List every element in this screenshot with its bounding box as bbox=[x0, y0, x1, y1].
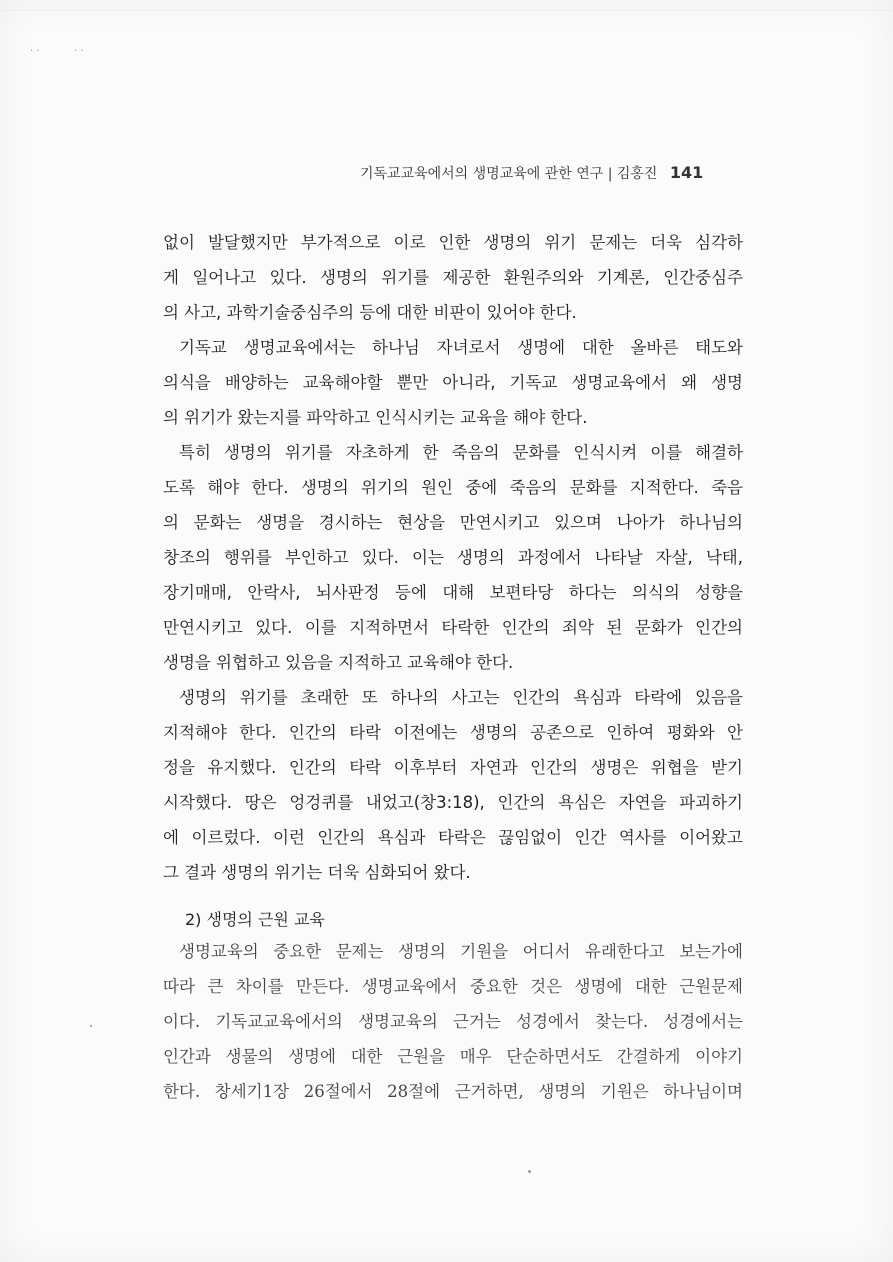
text-line: 시작했다. 땅은 엉겅퀴를 내었고(창3:18), 인간의 욕심은 자연을 파괴하기 bbox=[163, 793, 743, 812]
text-line: 그 결과 생명의 위기는 더욱 심화되어 왔다. bbox=[163, 863, 471, 882]
text-line: 정을 유지했다. 인간의 타락 이후부터 자연과 인간의 생명은 위협을 받기 bbox=[163, 758, 743, 777]
paragraph bbox=[163, 939, 743, 1114]
scan-top-line bbox=[0, 10, 893, 11]
text-line: 게 일어나고 있다. 생명의 위기를 제공한 환원주의와 기계론, 인간중심주 bbox=[163, 268, 743, 287]
scan-speck: · · bbox=[74, 46, 84, 57]
text-line: 의 문화는 생명을 경시하는 현상을 만연시키고 있으며 나아가 하나님의 bbox=[163, 513, 743, 532]
running-header bbox=[360, 163, 740, 183]
text-line: 도록 해야 한다. 생명의 위기의 원인 중에 죽음의 문화를 지적한다. 죽음 bbox=[163, 478, 743, 497]
text-line: 만연시키고 있다. 이를 지적하면서 타락한 인간의 죄악 된 문화가 인간의 bbox=[163, 618, 743, 637]
text-line: 의 위기가 왔는지를 파악하고 인식시키는 교육을 해야 한다. bbox=[163, 408, 588, 427]
body-text bbox=[163, 230, 743, 1114]
text-line: 한다. 창세기1장 26절에서 28절에 근거하면, 생명의 기원은 하나님이며 bbox=[163, 1082, 743, 1101]
paragraph bbox=[163, 230, 743, 335]
text-line: 기독교 생명교육에서는 하나님 자녀로서 생명에 대한 올바른 태도와 bbox=[179, 338, 743, 357]
text-line: 생명의 위기를 초래한 또 하나의 사고는 인간의 욕심과 타락에 있음을 bbox=[179, 688, 743, 707]
text-line: 창조의 행위를 부인하고 있다. 이는 생명의 과정에서 나타날 자살, 낙태, bbox=[163, 548, 743, 567]
page-number: 141 bbox=[669, 163, 704, 182]
paragraph bbox=[163, 440, 743, 685]
text-line: 이다. 기독교교육에서의 생명교육의 근거는 성경에서 찾는다. 성경에서는 bbox=[163, 1012, 743, 1031]
running-title: 기독교교육에서의 생명교육에 관한 연구 | 김홍진 bbox=[360, 166, 658, 182]
text-line: 의 사고, 과학기술중심주의 등에 대한 비판이 있어야 한다. bbox=[163, 303, 577, 322]
text-line: 에 이르렀다. 이런 인간의 욕심과 타락은 끊임없이 인간 역사를 이어왔고 bbox=[163, 828, 743, 847]
paragraph bbox=[163, 335, 743, 440]
text-line: 생명교육의 중요한 문제는 생명의 기원을 어디서 유래한다고 보는가에 bbox=[179, 942, 743, 961]
text-line: 의식을 배양하는 교육해야할 뿐만 아니라, 기독교 생명교육에서 왜 생명 bbox=[163, 373, 743, 392]
text-line: 특히 생명의 위기를 자초하게 한 죽음의 문화를 인식시켜 이를 해결하 bbox=[179, 443, 743, 462]
scan-speck bbox=[90, 1025, 92, 1027]
scan-speck bbox=[528, 1170, 531, 1173]
text-line: 인간과 생물의 생명에 대한 근원을 매우 단순하면서도 간결하게 이야기 bbox=[163, 1047, 743, 1066]
text-line: 생명을 위협하고 있음을 지적하고 교육해야 한다. bbox=[163, 653, 514, 672]
scan-speck: · · bbox=[30, 46, 40, 57]
text-line: 없이 발달했지만 부가적으로 이로 인한 생명의 위기 문제는 더욱 심각하 bbox=[163, 233, 743, 252]
text-line: 따라 큰 차이를 만든다. 생명교육에서 중요한 것은 생명에 대한 근원문제 bbox=[163, 977, 743, 996]
paragraph bbox=[163, 685, 743, 895]
text-line: 장기매매, 안락사, 뇌사판정 등에 대해 보편타당 하다는 의식의 성향을 bbox=[163, 583, 743, 602]
text-line: 지적해야 한다. 인간의 타락 이전에는 생명의 공존으로 인하여 평화와 안 bbox=[163, 723, 743, 742]
section-heading: 2) 생명의 근원 교육 bbox=[185, 910, 325, 929]
